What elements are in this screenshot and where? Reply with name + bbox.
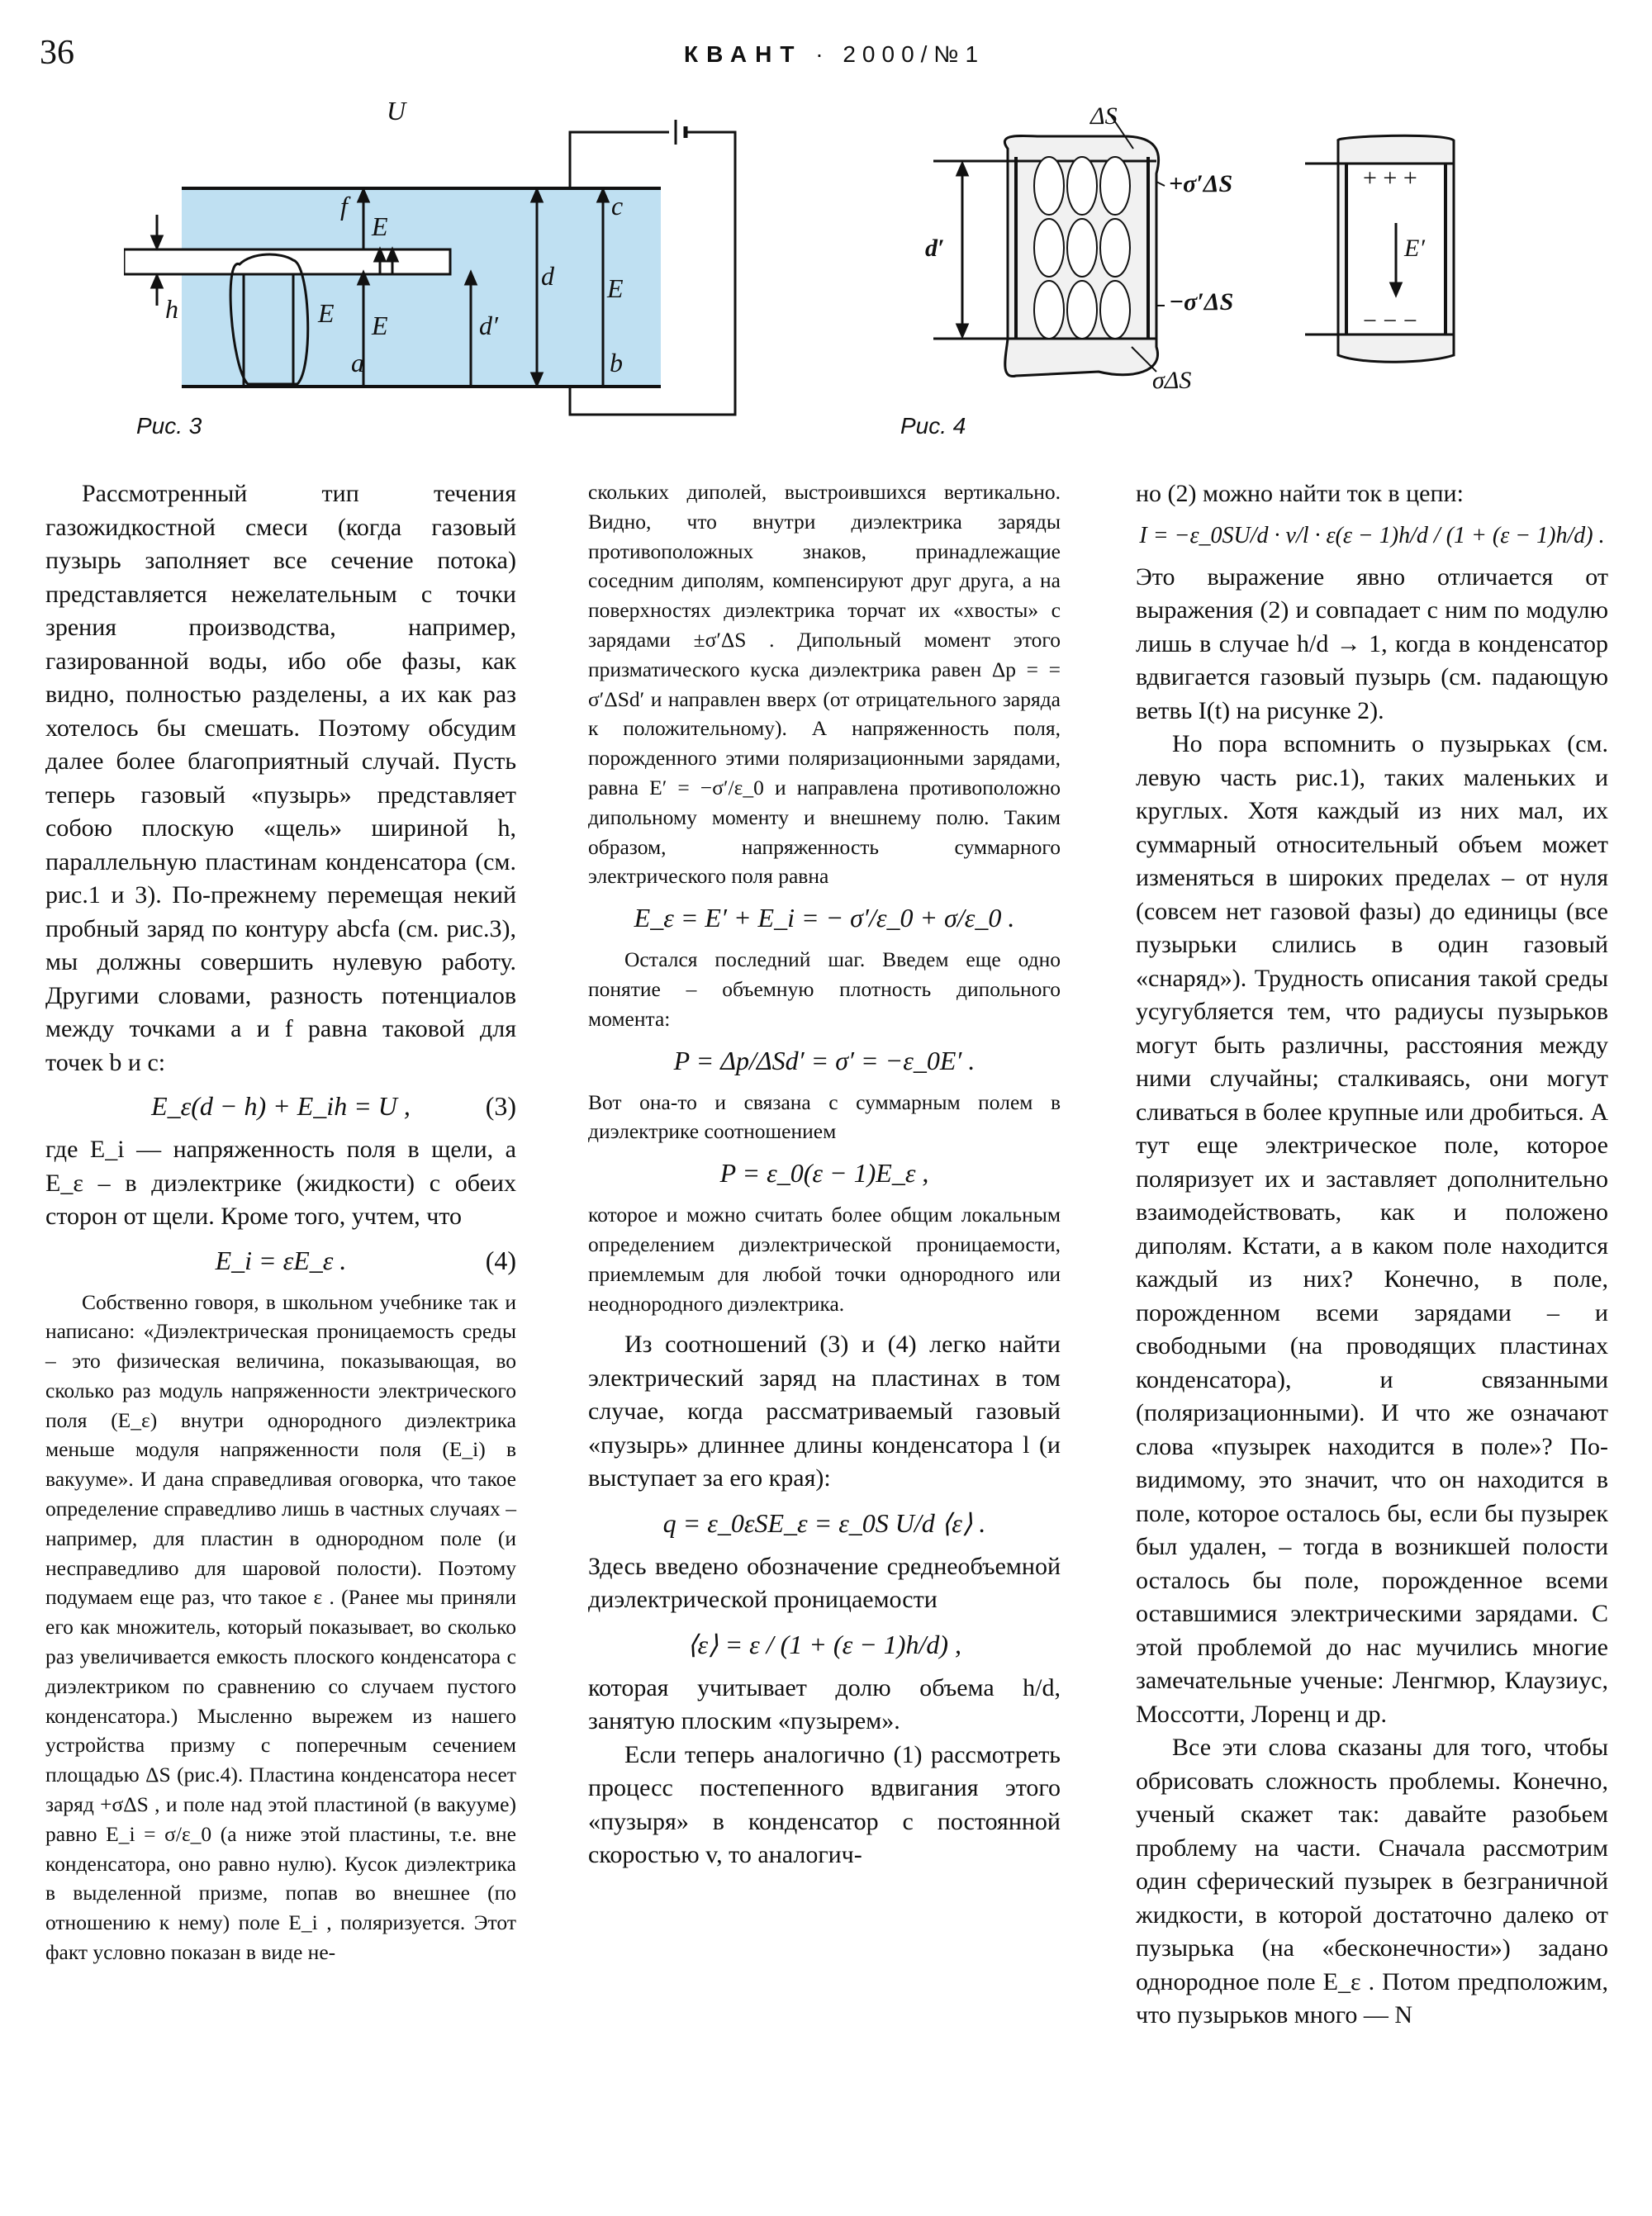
col2-paragraph-6: Здесь введено обозначение среднеобъемной диэлектрической проницаемости (588, 1552, 1061, 1614)
gas-slit (124, 249, 450, 274)
equation-mean-epsilon: ⟨ε⟩ = ε / (1 + (ε − 1)h/d) , (687, 1629, 961, 1659)
label-minus-sigma: −σ′ΔS (1169, 288, 1234, 316)
label-d-prime: d′ (925, 235, 945, 262)
column-1 (45, 477, 516, 1967)
liquid-region (182, 188, 661, 387)
column-2 (588, 477, 1061, 1872)
label-E-eps-bottom: E (372, 311, 388, 340)
equation-3-number: (3) (485, 1091, 516, 1121)
col2-paragraph-4: которое и можно считать более общим локальным определением диэлектрической проницаемости, приемлемым для любой точки однородного или неоднородного диэлектрика. (588, 1203, 1061, 1316)
page-number: 36 (40, 34, 74, 72)
equation-P: P = ε_0(ε − 1)E_ε , (719, 1158, 929, 1189)
label-E: E (607, 273, 624, 303)
col3-paragraph-3: Но пора вспомнить о пузырьках (см. левую часть рис.1), таких маленьких и круглых. Хотя каждый из них мал, их суммарный относительный объем может изменяться в широких пределах – от нуля (совсем нет газовой фазы) до единицы (все пузырьки слились в один газовый «снаряд»). Трудность описания такой среды усугубляется тем, что радиусы пузырьков могут быть различны, расстояния между ними случайны; сталкиваясь, они могут сливаться в более крупные или дробиться. А тут еще электрическое поле, которое поляризует их и заставляет дополнительно взаимодействовать, как и положено диполям. Кстати, а в каком поле находится каждый из них? Конечно, в поле, порожденном всеми зарядами – и свободными (на проводящих пластинах конденсатора), и связанными (поляризационными). И что же означают слова «пузырек находится в поле»? По-видимому, это значит, что он находится в поле, которое осталось бы, если бы пузырек был удален, – тогда в возникшей полости осталось бы поле, порожденное всеми оставшимися электрическими зарядами. С этой проблемой до нас мучились многие замечательные ученые: Ленгмюр, Клаузиус, Моссотти, Лоренц и др. (1136, 730, 1608, 1728)
equation-4 (45, 1246, 516, 1276)
label-h: h (165, 294, 178, 324)
label-U: U (387, 99, 406, 126)
journal-title (684, 41, 985, 68)
label-dS: ΔS (1090, 102, 1118, 130)
equation-4-number: (4) (485, 1245, 516, 1275)
column-3 (1136, 477, 1608, 2033)
equation-field-sum: E_ε = E′ + E_i = − σ′/ε_0 + σ/ε_0 . (634, 903, 1015, 933)
col3-paragraph-2: Это выражение явно отличается от выражения (2) и совпадает с ним по модулю лишь в случае h/d → 1, когда в конденсатор вдвигается газовый пузырь (см. падающую ветвь I(t) на рисунке 2). (1136, 562, 1608, 724)
label-f: f (340, 191, 348, 221)
label-a: a (351, 348, 364, 377)
equation-3-body: E_ε(d − h) + E_ih = U , (151, 1091, 411, 1121)
label-sigma-dS: σΔS (1152, 367, 1192, 394)
label-E-i: E (318, 298, 335, 328)
figure-3 (124, 99, 752, 429)
col2-paragraph-1: скольких диполей, выстроившихся вертикально. Видно, что внутри диэлектрика заряды противоположных знаков, принадлежащие соседним диполям, компенсируют друг друга, а на поверхностях диэлектрика торчат их «хвосты» с зарядами ±σ′ΔS . Дипольный момент этого призматического куска диэлектрика равен Δp = = σ′ΔSd′ и направлен вверх (от отрицательного заряда к положительному). А напряженность поля, порожденного этими поляризационными зарядами, равна E′ = −σ′/ε_0 и направлена противоположно дипольному моменту и внешнему полю. Таким образом, напряженность суммарного электрического поля равна (588, 480, 1061, 889)
figure-3-caption: Рис. 3 (136, 413, 202, 439)
label-c: c (611, 191, 624, 221)
col1-paragraph-1: Рассмотренный тип течения газожидкостной смеси (когда газовый пузырь заполняет все сечение потока) представляется нежелательным с точки зрения производства, например, газированной воды, ибо обе фазы, как видно, полностью разделены, а их как раз хотелось бы смешать. Поэтому обсудим далее более благоприятный случай. Пусть теперь газовый «пузырь» представляет собою плоскую «щель» шириной h, параллельную пластинам конденсатора (см. рис.1 и 3). По-прежнему перемещая некий пробный заряд по контуру abcfa (см. рис.3), мы должны совершить нулевую работу. Другими словами, разность потенциалов между точками a и f равна таковой для точек b и c: (45, 480, 516, 1076)
page-header (40, 33, 1612, 83)
col2-paragraph-3: Вот она-то и связана с суммарным полем в диэлектрике соотношением (588, 1089, 1061, 1144)
figure-4 (917, 99, 1487, 421)
col2-paragraph-7: которая учитывает долю объема h/d, занятую плоским «пузырем». (588, 1673, 1061, 1735)
figure-4-caption: Рис. 4 (900, 413, 966, 439)
label-plates-plus: + + + (1363, 164, 1417, 192)
equation-current: I = −ε_0SU/d · v/l · ε(ε − 1)h/d / (1 + (ε − 1)h/d) . (1139, 522, 1605, 548)
equation-polarization: P = Δp/ΔSd′ = σ′ = −ε_0E′ . (673, 1045, 976, 1075)
col2-paragraph-8: Если теперь аналогично (1) рассмотреть процесс постепенного вдвигания этого «пузыря» в конденсатор с постоянной скоростью v, то аналогич- (588, 1740, 1061, 1869)
equation-4-body: E_i = εE_ε . (215, 1245, 347, 1275)
col1-paragraph-2: где E_i — напряженность поля в щели, а E_ε – в диэлектрике (жидкости) с обеих сторон от щели. Кроме того, учтем, что (45, 1136, 516, 1230)
col1-paragraph-3: Собственно говоря, в школьном учебнике так и написано: «Диэлектрическая проницаемость среды – это физическая величина, показывающая, во сколько раз модуль напряженности электрического поля (E_ε) внутри однородного диэлектрика меньше модуля напряженности поля (E_i) в вакууме». И дана справедливая оговорка, что такое определение справедливо лишь в частных случаях – например, для пластин в однородном поле (и несправедливо для шаровой полости). Поэтому подумаем еще раз, что такое ε . (Ранее мы приняли его как множитель, который показывает, во сколько раз увеличивается емкость плоского конденсатора с диэлектриком по сравнению со случаем пустого конденсатора.) Мысленно вырежем из нашего устройства призму с поперечным сечением площадью ΔS (рис.4). Пластина конденсатора несет заряд +σΔS , и поле над этой пластиной (в вакууме) равно E_i = σ/ε_0 (а ниже этой пластины, т.е. вне конденсатора, оно равно нулю). Кусок диэлектрика в выделенной призме, попав во внешнее (по отношению к нему) поле E_i , поляризуется. Этот факт условно показан в виде не- (45, 1289, 516, 1965)
col2-paragraph-2: Остался последний шаг. Введем еще одно понятие – объемную плотность дипольного момента: (588, 947, 1061, 1031)
dprime-arrow (957, 164, 967, 336)
journal-name: КВАНТ (684, 41, 803, 67)
label-E-prime: E′ (1404, 235, 1425, 262)
equation-3 (45, 1091, 516, 1122)
label-plates-minus: − − − (1363, 307, 1417, 335)
label-plus-sigma: +σ′ΔS (1169, 170, 1233, 197)
dipoles (1034, 157, 1130, 339)
equation-charge: q = ε_0εSE_ε = ε_0S U/d ⟨ε⟩ . (662, 1507, 986, 1538)
col2-paragraph-5: Из соотношений (3) и (4) легко найти электрический заряд на пластинах в том случае, когда рассматриваемый газовый «пузырь» длиннее длины конденсатора l (и выступает за его края): (588, 1331, 1061, 1492)
col3-paragraph-1: но (2) можно найти ток в цепи: (1136, 480, 1464, 507)
col3-paragraph-4: Все эти слова сказаны для того, чтобы обрисовать сложность проблемы. Конечно, ученый скажет так: давайте разобьем проблему на части. Сначала рассмотрим один сферический пузырек в безграничной жидкости, в которой достаточно далеко от пузырька (на «бесконечности») задано однородное поле E_ε . Потом предположим, что пузырьков много — N (1136, 1734, 1608, 2029)
label-b: b (610, 348, 623, 377)
journal-issue: · 2000/№1 (815, 41, 985, 67)
label-d: d (541, 261, 554, 291)
label-E-eps-top: E (372, 211, 388, 241)
label-d-prime: d′ (479, 311, 498, 340)
circuit-wire-top (570, 132, 669, 188)
